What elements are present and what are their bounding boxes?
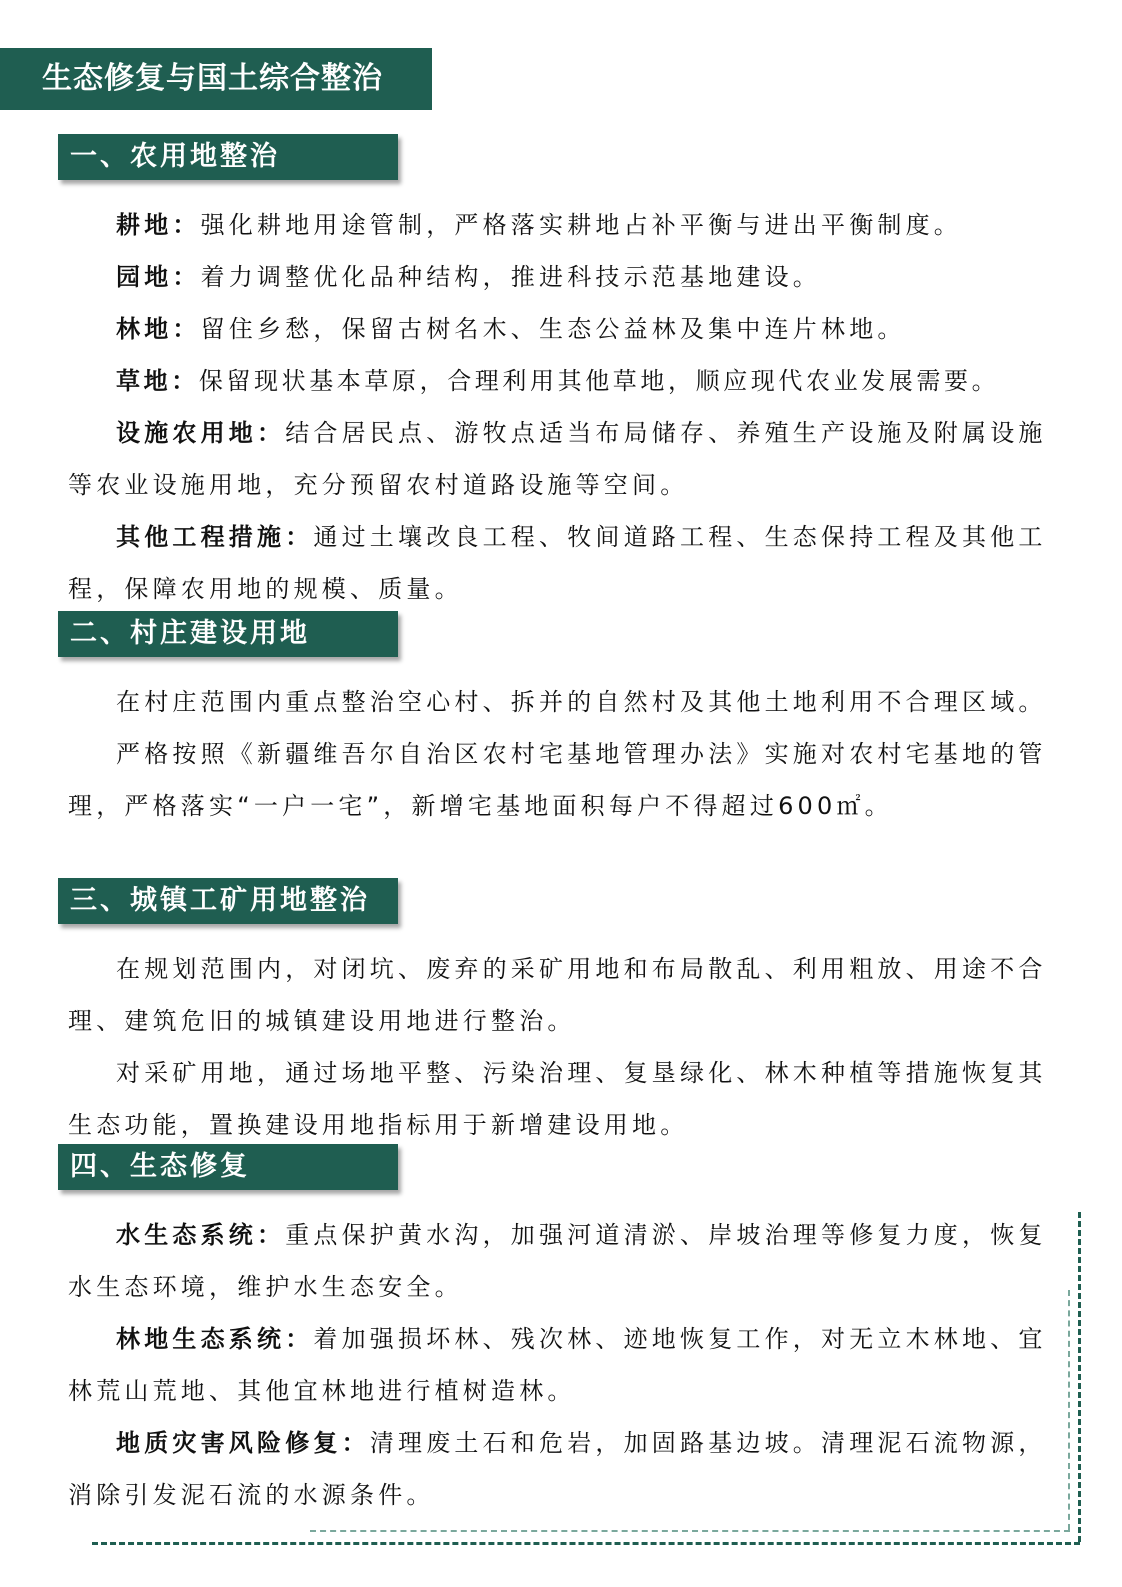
paragraph-text: 在规划范围内，对闭坑、废弃的采矿用地和布局散乱、利用粗放、用途不合理、建筑危旧的城镇建设用地进行整治。 <box>68 955 1047 1035</box>
section-body-village <box>68 676 1048 832</box>
paragraph <box>68 1313 1048 1417</box>
paragraph <box>68 407 1048 511</box>
paragraph <box>68 355 1048 407</box>
section-heading-farmland: 一、农用地整治 <box>58 134 398 180</box>
paragraph <box>68 251 1048 303</box>
paragraph-label: 林地生态系统： <box>116 1325 314 1353</box>
section-body-urban-mining <box>68 943 1048 1151</box>
paragraph-label: 耕地： <box>116 211 201 239</box>
decorative-dashed-line <box>92 1542 1080 1545</box>
paragraph-text: 着力调整优化品种结构，推进科技示范基地建设。 <box>200 263 822 291</box>
paragraph-label: 地质灾害风险修复： <box>116 1429 370 1457</box>
section-body-farmland <box>68 199 1048 615</box>
decorative-dashed-line <box>1068 1290 1070 1530</box>
paragraph <box>68 199 1048 251</box>
paragraph-label: 设施农用地： <box>116 419 286 447</box>
paragraph-text: 对采矿用地，通过场地平整、污染治理、复垦绿化、林木种植等措施恢复其生态功能，置换建设用地指标用于新增建设用地。 <box>68 1059 1047 1139</box>
paragraph-text: 清理废土石和危岩，加固路基边坡。清理泥石流物源，消除引发泥石流的水源条件。 <box>68 1429 1047 1509</box>
section-heading-urban-mining: 三、城镇工矿用地整治 <box>58 878 398 924</box>
section-heading-village: 二、村庄建设用地 <box>58 611 398 657</box>
decorative-dashed-line <box>1078 1212 1081 1542</box>
section-body-ecology <box>68 1209 1048 1521</box>
paragraph-label: 其他工程措施： <box>116 523 314 551</box>
paragraph-label: 草地： <box>116 367 199 395</box>
paragraph-label: 水生态系统： <box>116 1221 286 1249</box>
decorative-dashed-line <box>310 1530 1070 1532</box>
paragraph-text: 通过土壤改良工程、牧间道路工程、生态保持工程及其他工程，保障农用地的规模、质量。 <box>68 523 1047 603</box>
paragraph <box>68 1209 1048 1313</box>
paragraph-text: 结合居民点、游牧点适当布局储存、养殖生产设施及附属设施等农业设施用地，充分预留农村道路设施等空间。 <box>68 419 1047 499</box>
paragraph <box>68 728 1048 832</box>
paragraph <box>68 303 1048 355</box>
paragraph-label: 林地： <box>116 315 201 343</box>
paragraph <box>68 1417 1048 1521</box>
paragraph <box>68 511 1048 615</box>
paragraph-text: 留住乡愁，保留古树名木、生态公益林及集中连片林地。 <box>200 315 906 343</box>
paragraph <box>68 943 1048 1047</box>
paragraph-text: 严格按照《新疆维吾尔自治区农村宅基地管理办法》实施对农村宅基地的管理，严格落实“一户一宅”，新增宅基地面积每户不得超过600㎡。 <box>68 740 1047 820</box>
paragraph-text: 保留现状基本草原，合理利用其他草地，顺应现代农业发展需要。 <box>198 367 1000 395</box>
page-title: 生态修复与国土综合整治 <box>0 48 432 110</box>
paragraph-text: 重点保护黄水沟，加强河道清淤、岸坡治理等修复力度，恢复水生态环境，维护水生态安全。 <box>68 1221 1047 1301</box>
paragraph-text: 强化耕地用途管制，严格落实耕地占补平衡与进出平衡制度。 <box>200 211 963 239</box>
paragraph <box>68 676 1048 728</box>
section-heading-ecology: 四、生态修复 <box>58 1144 398 1190</box>
paragraph-label: 园地： <box>116 263 201 291</box>
paragraph <box>68 1047 1048 1151</box>
paragraph-text: 在村庄范围内重点整治空心村、拆并的自然村及其他土地利用不合理区域。 <box>116 688 1047 716</box>
paragraph-text: 着加强损坏林、残次林、迹地恢复工作，对无立木林地、宜林荒山荒地、其他宜林地进行植树造林。 <box>68 1325 1047 1405</box>
